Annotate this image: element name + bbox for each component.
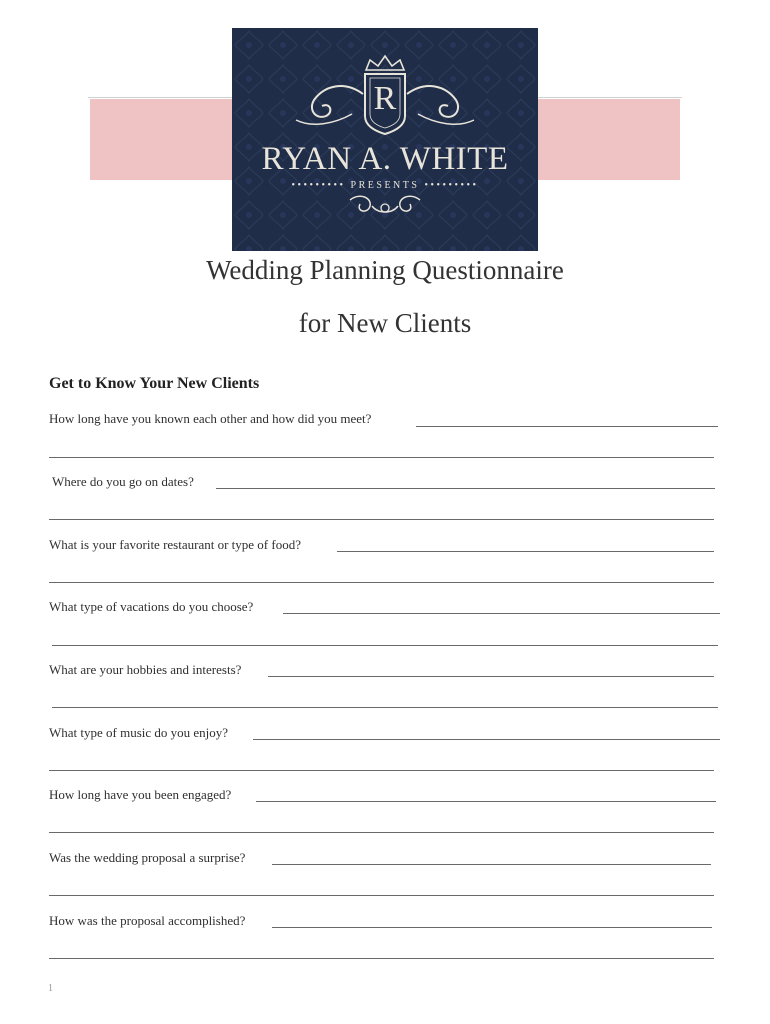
answer-line[interactable] — [49, 832, 714, 833]
answer-line[interactable] — [216, 488, 715, 489]
question-7: How long have you been engaged? — [49, 787, 232, 802]
question-8: Was the wedding proposal a surprise? — [49, 850, 246, 865]
answer-line[interactable] — [52, 707, 718, 708]
answer-line[interactable] — [253, 739, 720, 740]
answer-line[interactable] — [49, 457, 714, 458]
document-title: Wedding Planning Questionnaire — [206, 255, 564, 285]
page-number: 1 — [48, 983, 53, 994]
question-5: What are your hobbies and interests? — [49, 662, 242, 677]
question-4: What type of vacations do you choose? — [49, 599, 254, 614]
answer-line[interactable] — [49, 958, 714, 959]
document-subtitle: for New Clients — [298, 308, 472, 338]
monogram-letter: R — [373, 80, 397, 117]
answer-line[interactable] — [416, 426, 718, 427]
answer-line[interactable] — [272, 927, 712, 928]
answer-line[interactable] — [52, 645, 718, 646]
brand-subtitle: ••••••••• PRESENTS ••••••••• — [291, 180, 479, 191]
answer-line[interactable] — [49, 519, 714, 520]
answer-line[interactable] — [256, 801, 716, 802]
answer-line[interactable] — [272, 864, 711, 865]
question-1: How long have you known each other and how did you meet? — [49, 411, 372, 426]
answer-line[interactable] — [49, 582, 714, 583]
crest-ornament-icon — [232, 28, 538, 251]
answer-line[interactable] — [49, 770, 714, 771]
question-3: What is your favorite restaurant or type of food? — [49, 537, 301, 552]
answer-line[interactable] — [49, 895, 714, 896]
answer-line[interactable] — [268, 676, 714, 677]
question-6: What type of music do you enjoy? — [49, 725, 229, 740]
section-heading: Get to Know Your New Clients — [49, 375, 260, 392]
brand-name: RYAN A. WHITE — [261, 141, 509, 177]
question-9: How was the proposal accomplished? — [49, 913, 246, 928]
brand-logo — [232, 28, 538, 251]
answer-line[interactable] — [337, 551, 714, 552]
question-2: Where do you go on dates? — [52, 474, 194, 489]
answer-line[interactable] — [283, 613, 720, 614]
